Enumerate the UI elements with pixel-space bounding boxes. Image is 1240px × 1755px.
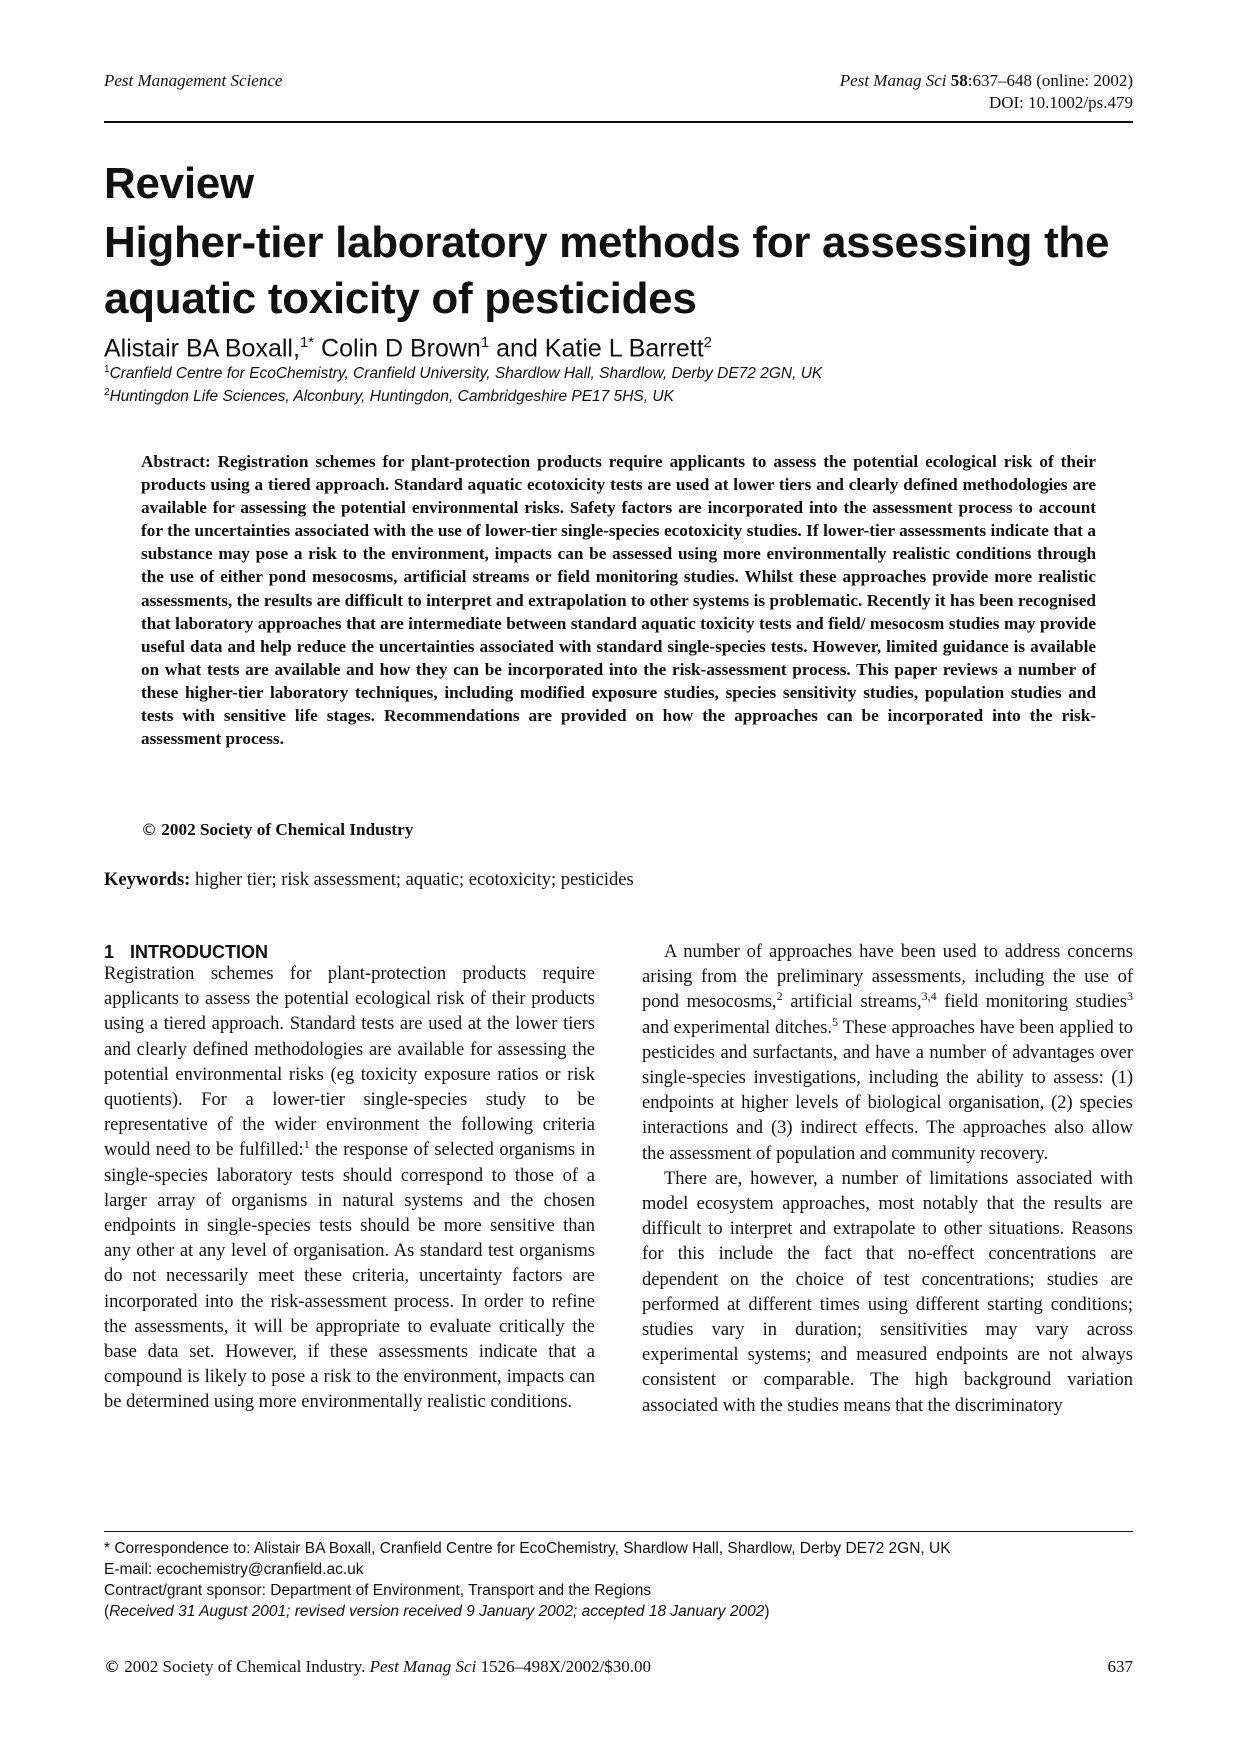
paragraph-text: Registration schemes for plant-protection products require applicants to assess the potential ecological risk of their products using a tiered approach. Standard tests are used at the lower tiers and clearly defined methodologies are available for assessing the potential environmental risks (eg toxicity exposure ratios or risk quotients). For a lower-tier single-species study to be representative of the wider environment the following criteria would need to be fulfilled: [104,964,595,1161]
footer-issn: 1526–498X/2002/$30.00 [476,1657,652,1676]
citation-ref: 5 [832,1014,839,1029]
paragraph-text: These approaches have been applied to pesticides and surfactants, and have a number of advantages over single-species investigations, including the ability to assess: (1) endpoints at higher levels of biological organisation, (2) species interactions and (3) indirect effects. The approaches also allow the assessment of population and community recovery. [642,1017,1133,1164]
keywords [104,868,634,892]
article-title: Higher-tier laboratory methods for assessing the aquatic toxicity of pesticides [104,218,1110,323]
author-affiliation-mark: 2 [703,334,713,351]
journal-name: Pest Management Science [104,71,283,90]
body-column-left [104,962,595,1416]
citation-ref: 1 [303,1137,310,1152]
affiliation-mark: 1 [104,364,110,375]
citation-ref: 2 [776,989,783,1004]
footnotes [104,1538,1133,1622]
paragraph-text: and experimental ditches. [642,1017,833,1038]
page-number: 637 [1107,1657,1133,1676]
paragraph-text: the response of selected organisms in single-species laboratory tests should correspond to those of a larger array of organisms in natural systems and the chosen endpoints in single-species tests should be more sensitive than any other at any level of organisation. As standard test organisms do not necessarily meet these criteria, uncertainty factors are incorporated into the risk-assessment process. In order to refine the assessments, it will be appropriate to evaluate critically the base data set. However, if these assessments indicate that a compound is likely to pose a risk to the environment, impacts can be determined using more environmentally realistic conditions. [104,1140,595,1413]
copyright-symbol: © [141,820,157,839]
copyright-text: 2002 Society of Chemical Industry [157,820,414,839]
affiliation-text: Cranfield Centre for EcoChemistry, Cranfield University, Shardlow Hall, Shardlow, Derby DE72 2GN, UK [109,365,823,383]
footer-copyright-text: 2002 Society of Chemical Industry. [120,1657,370,1676]
article-type: Review [104,159,254,208]
keywords-label: Keywords: [104,870,191,890]
author-affiliation-mark: 1 [480,334,490,351]
paragraph [104,962,595,1416]
correspondence-note: * Correspondence to: Alistair BA Boxall, Cranfield Centre for EcoChemistry, Shardlow Hall, Shardlow, Derby DE72 2GN, UK [104,1540,951,1557]
paragraph [642,940,1133,1167]
abstract: Abstract: Registration schemes for plant-protection products require applicants to assess the potential ecological risk of their products using a tiered approach. Standard aquatic ecotoxicity tests are used at lower tiers and clearly defined methodologies are available for assessing the potential environmental risks. Safety factors are incorporated into the assessment process to account for the uncertainties associated with the use of lower-tier single-species ecotoxicity studies. If lower-tier assessments indicate that a substance may pose a risk to the environment, impacts can be assessed using more environmentally realistic conditions through the use of either pond mesocosms, artificial streams or field monitoring studies. Whilst these approaches provide more realistic assessments, the results are difficult to interpret and extrapolation to other systems is problematic. Recently it has been recognised that laboratory approaches that are intermediate between standard aquatic toxicity tests and field/ mesocosm studies may provide useful data and help reduce the uncertainties associated with standard single-species tests. However, limited guidance is available on what tests are available and how they can be incorporated into the risk-assessment process. This paper reviews a number of these higher-tier laboratory techniques, including modified exposure studies, species sensitivity studies, population studies and tests with sensitive life stages. Recommendations are provided on how the approaches can be incorporated into the risk-assessment process. [141,452,1096,749]
header-rule [104,121,1133,123]
affiliation-mark: 2 [104,387,110,398]
doi: DOI: 10.1002/ps.479 [988,93,1133,112]
received-note [104,1601,1133,1622]
author-name: and Katie L Barrett [489,334,704,363]
author-name: Alistair BA Boxall, [104,334,300,363]
footnote-rule [104,1531,1133,1532]
abstract-copyright [141,818,413,841]
footer-copyright [104,1656,651,1678]
paren-close: ) [764,1603,770,1620]
affiliation [104,360,822,384]
author-name: Colin D Brown [314,334,481,363]
footer-journal: Pest Manag Sci [369,1657,477,1676]
citation-pages: :637–648 (online: 2002) [967,71,1133,90]
paragraph-text: artificial streams, [782,992,922,1013]
citation-ref: 3 [1127,989,1133,1004]
author-affiliation-mark: 1* [299,334,315,351]
paragraph-text: A number of approaches have been used to address concerns arising from the preliminary assessments, including the use of pond mesocosms, [642,942,1133,1013]
sponsor-note: Contract/grant sponsor: Department of Environment, Transport and the Regions [104,1582,652,1599]
received-dates: Received 31 August 2001; revised version received 9 January 2002; accepted 18 January 2002 [109,1603,765,1620]
citation-prefix: Pest Manag Sci [839,71,951,90]
citation-ref: 3,4 [921,989,937,1004]
section-heading [104,941,268,963]
author-list [104,327,712,364]
affiliation-text: Huntingdon Life Sciences, Alconbury, Huntingdon, Cambridgeshire PE17 5HS, UK [109,388,674,406]
paragraph-text: field monitoring studies [936,992,1127,1013]
section-title: INTRODUCTION [130,942,269,962]
keywords-text: higher tier; risk assessment; aquatic; ecotoxicity; pesticides [190,870,634,890]
copyright-symbol: © [104,1657,120,1676]
affiliation [104,383,674,407]
body-column-right [642,940,1133,1419]
email-note: E-mail: ecochemistry@cranfield.ac.uk [104,1561,364,1578]
section-number: 1 [104,942,115,962]
journal-page [104,0,1133,1755]
paren-open: ( [104,1603,110,1620]
citation-volume: 58 [950,71,968,90]
paragraph: There are, however, a number of limitations associated with model ecosystem approaches, most notably that the results are difficult to interpret and extrapolate to other situations. Reasons for this include the fact that no-effect concentrations are dependent on the choice of test concentrations; studies are performed at different times using different starting conditions; studies vary in duration; sensitivities may vary across experimental systems; and measured endpoints are not always consistent or comparable. The high background variation associated with the studies means that the discriminatory [642,1168,1133,1416]
journal-citation [840,70,1133,92]
citation-block [840,70,1133,114]
